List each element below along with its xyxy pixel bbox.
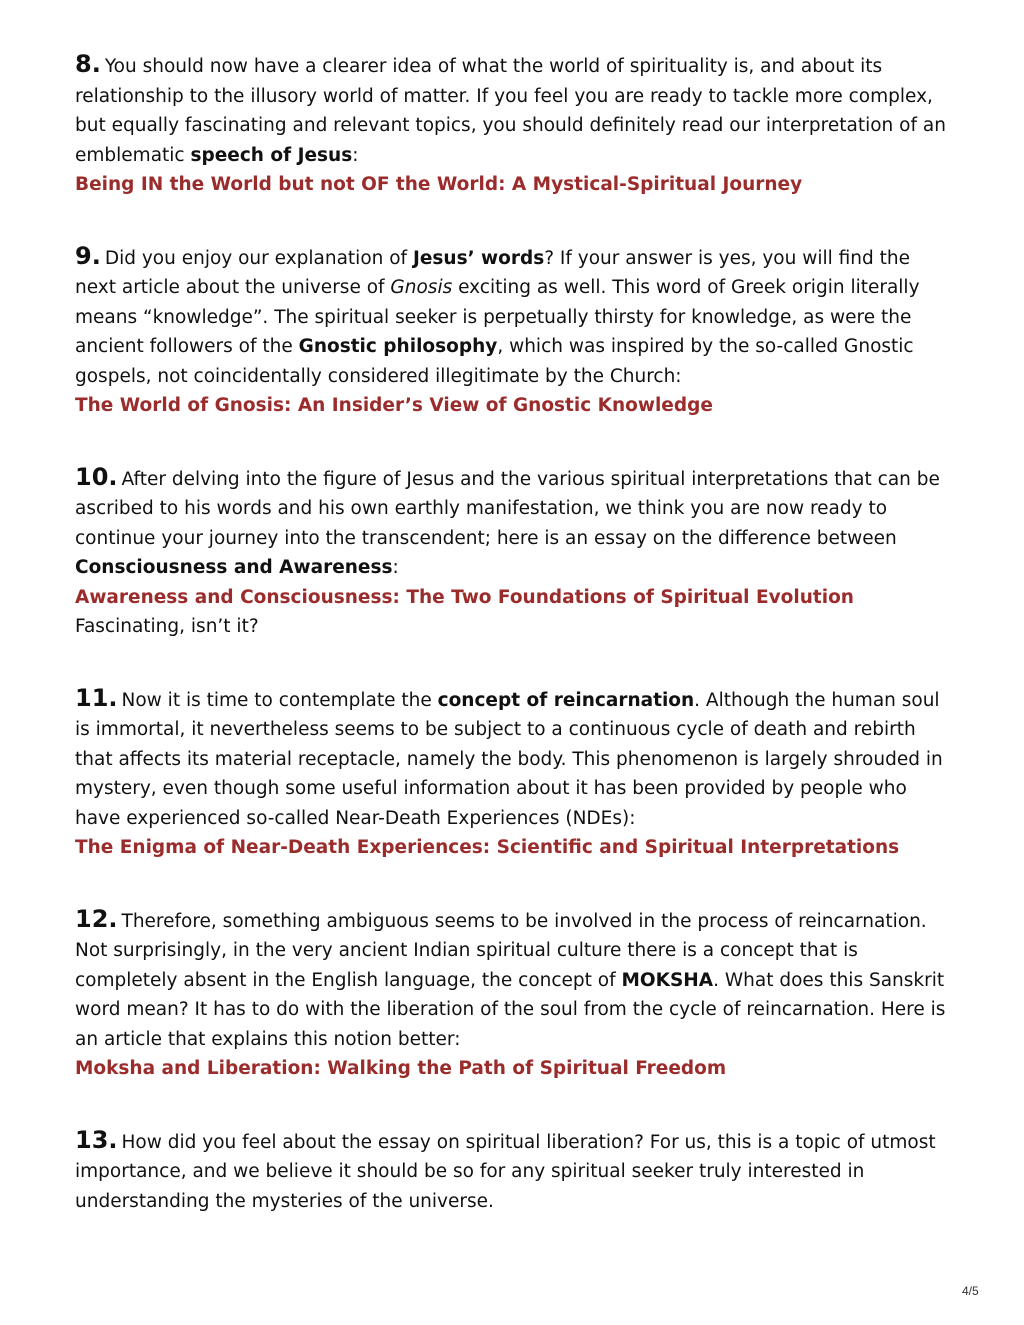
body-text: , which was inspired by the so-called Gnostic gospels, not coincidentally considered illegitimate by the Church: (75, 336, 914, 387)
body-text: : (352, 144, 359, 166)
body-text: After delving into the figure of Jesus and the various spiritual interpretations that can be ascribed to his words and his own earthly manifestation, we think you are now ready to continue your journey into the transcendent; here is an essay on the difference between (75, 468, 940, 549)
list-item (75, 463, 955, 642)
item-paragraph (75, 463, 955, 583)
body-text: You should now have a clearer idea of what the world of spirituality is, and about its relationship to the illusory world of matter. If you feel you are ready to tackle more complex, but equally fascinating and relevant topics, you should definitely read our interpretation of an emblematic (75, 56, 946, 166)
emphasis-bold: Consciousness and Awareness (75, 557, 393, 578)
article-link[interactable]: Being IN the World but not OF the World: A Mystical-Spiritual Journey (75, 174, 803, 195)
document-body (75, 50, 955, 1258)
article-link[interactable]: The World of Gnosis: An Insider’s View of Gnostic Knowledge (75, 395, 713, 416)
page-number: 4/5 (962, 1284, 979, 1298)
item-paragraph (75, 1126, 955, 1217)
body-text: exciting as well. This word of Greek origin literally means “knowledge”. The spiritual seeker is perpetually thirsty for knowledge, as were the ancient followers of the (75, 277, 920, 357)
item-paragraph (75, 905, 955, 1055)
list-item (75, 905, 955, 1084)
emphasis-bold: concept of reincarnation (437, 689, 695, 711)
body-text: Now it is time to contemplate the (121, 689, 438, 711)
item-paragraph (75, 684, 955, 834)
list-item (75, 1126, 955, 1217)
body-text: . Although the human soul is immortal, it nevertheless seems to be subject to a continuous cycle of death and rebirth that affects its material receptacle, namely the body. This phenomenon is largely shrouded in mystery, even though some useful information about it has been provided by people who have experienced so-called Near-Death Experiences (NDEs): (75, 689, 943, 829)
article-link[interactable]: Awareness and Consciousness: The Two Foundations of Spiritual Evolution (75, 586, 854, 608)
body-text: . What does this Sanskrit word mean? It has to do with the liberation of the soul from the cycle of reincarnation. Here is an article that explains this notion better: (75, 969, 946, 1050)
item-number: 11. (75, 683, 118, 712)
article-link[interactable]: The Enigma of Near-Death Experiences: Scientific and Spiritual Interpretations (75, 837, 900, 858)
item-number: 9. (75, 241, 101, 270)
emphasis-bold: speech of Jesus (190, 144, 353, 166)
emphasis-bold: Jesus’ words (412, 247, 545, 269)
follow-up-text: Fascinating, isn’t it? (75, 616, 259, 637)
body-text: ? If your answer is yes, you will find the next article about the universe of (75, 247, 911, 298)
list-item (75, 50, 955, 200)
emphasis-bold: MOKSHA (621, 969, 714, 991)
item-number: 12. (75, 904, 118, 933)
item-number: 13. (75, 1125, 118, 1154)
item-paragraph (75, 242, 955, 392)
list-item (75, 242, 955, 421)
body-text: How did you feel about the essay on spiritual liberation? For us, this is a topic of utmost importance, and we believe it should be so for any spiritual seeker truly interested in understanding the mysteries of the universe. (75, 1131, 936, 1212)
emphasis-bold: Gnostic philosophy (298, 336, 498, 357)
body-text: Did you enjoy our explanation of (104, 247, 413, 269)
body-text: Therefore, something ambiguous seems to be involved in the process of reincarnation. Not surprisingly, in the very ancient Indian spiritual culture there is a concept that is completely absent in the English language, the concept of (75, 910, 927, 991)
body-text: : (392, 557, 399, 578)
article-link[interactable]: Moksha and Liberation: Walking the Path of Spiritual Freedom (75, 1058, 727, 1079)
item-paragraph (75, 50, 955, 170)
emphasis-italic: Gnosis (390, 277, 453, 298)
item-number: 10. (75, 462, 118, 491)
item-number: 8. (75, 50, 101, 78)
list-item (75, 684, 955, 863)
